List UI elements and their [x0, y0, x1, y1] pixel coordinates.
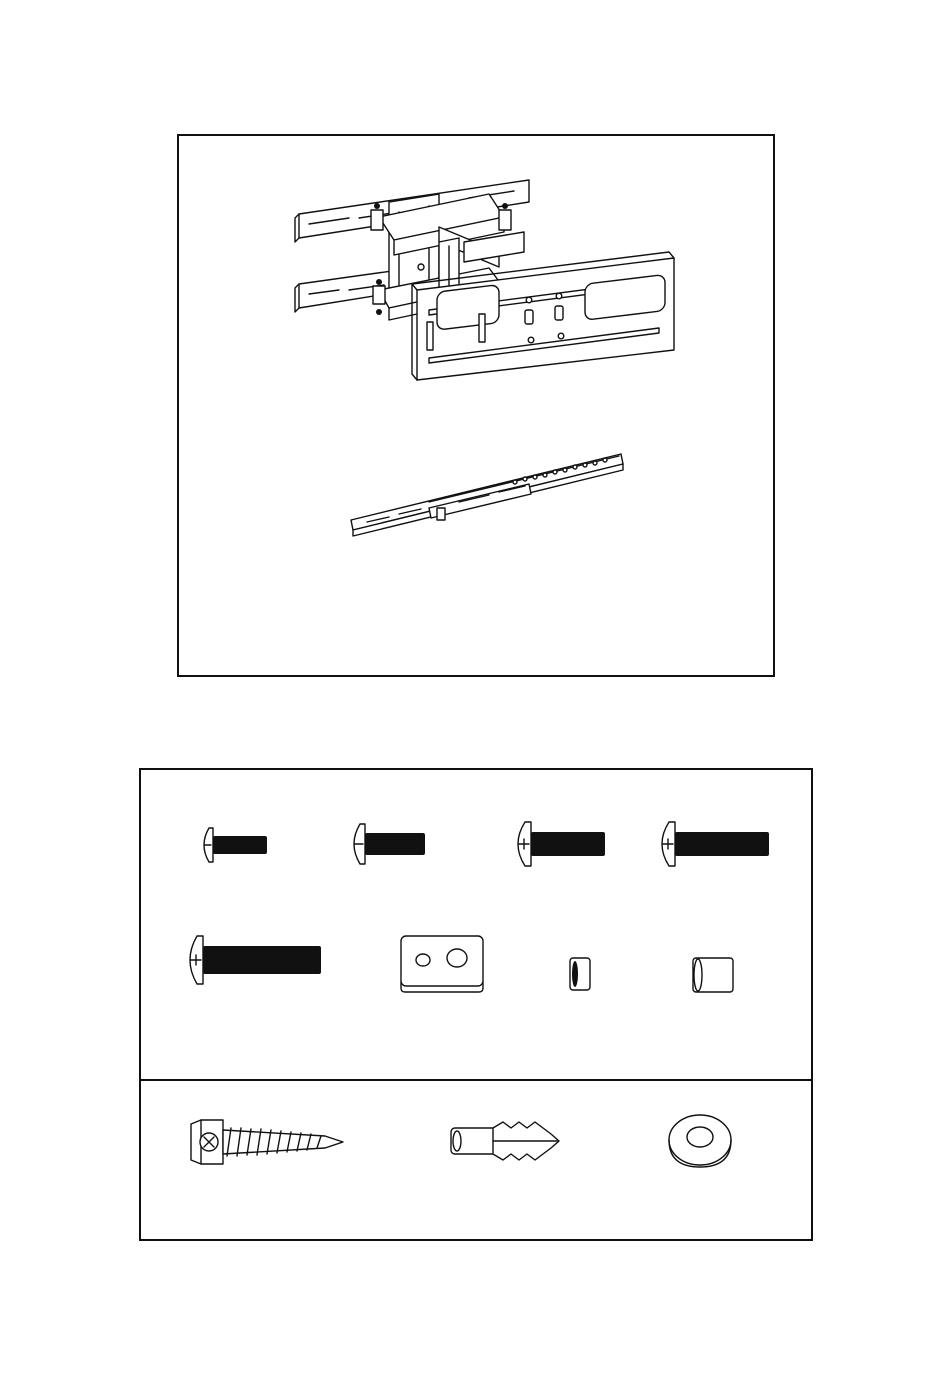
wall-mount-bracket-icon — [289, 172, 689, 382]
long-bolt-icon — [513, 818, 609, 870]
long-spacer-icon — [689, 954, 737, 996]
wall-anchor-icon — [447, 1118, 565, 1164]
hardware-panel — [139, 768, 813, 1241]
hardware-divider — [141, 1079, 811, 1081]
washer-icon — [665, 1110, 735, 1168]
short-spacer-icon — [567, 954, 595, 994]
extra-long-bolt-icon — [185, 932, 325, 988]
medium-bolt-icon — [350, 820, 428, 868]
longer-bolt-icon — [657, 818, 773, 870]
short-bolt-icon — [199, 824, 271, 866]
extension-rail-icon — [349, 446, 629, 541]
parts-panel — [177, 134, 775, 677]
lag-screw-icon — [187, 1116, 347, 1168]
spacer-plate-icon — [395, 934, 487, 994]
